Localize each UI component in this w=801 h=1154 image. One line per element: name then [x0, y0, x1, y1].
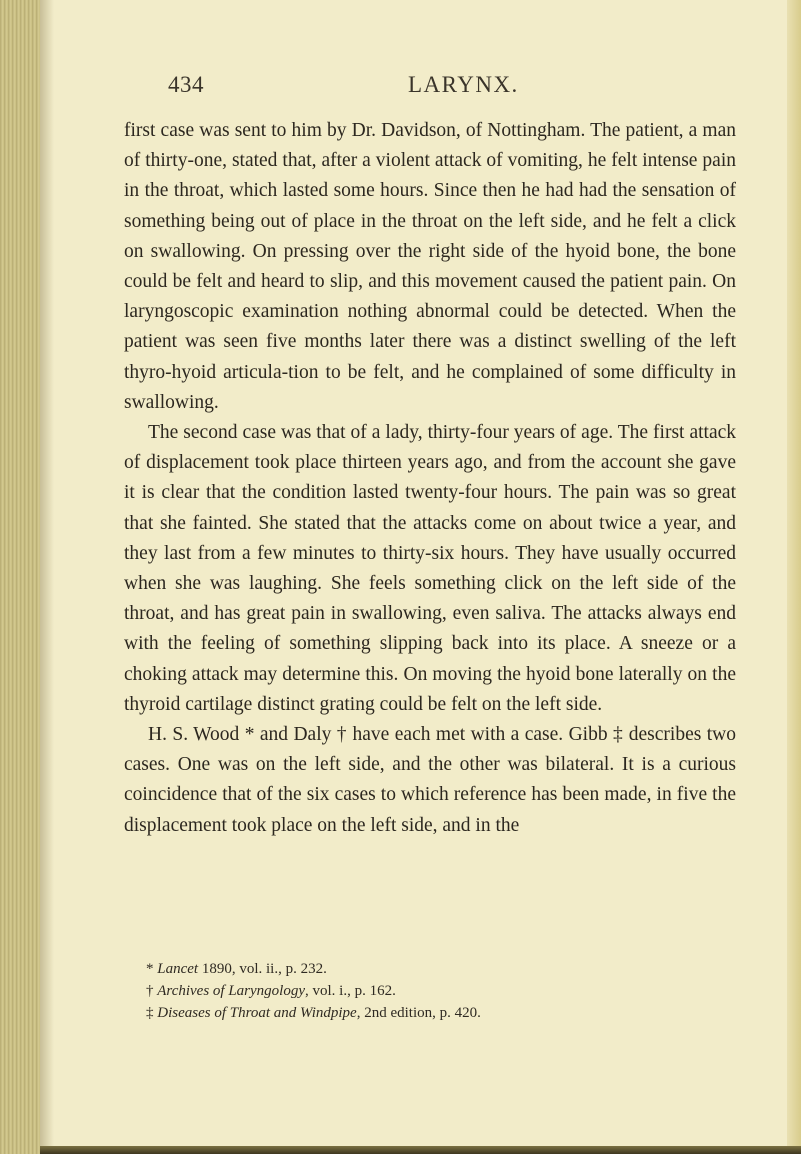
- paragraph-3: H. S. Wood * and Daly † have each met with a case. Gibb ‡ describes two cases. One was on the left side, and the other was bilateral. It is a curious coincidence that of the six cases to which reference has been made, in five the displacement took place on the left side, and in the: [124, 724, 736, 836]
- footnotes: [146, 958, 746, 1024]
- footnote-3: [146, 1002, 746, 1024]
- footnote-detail: , vol. i., p. 162.: [305, 983, 396, 999]
- footnote-1: [146, 958, 746, 980]
- body-text: [124, 116, 736, 841]
- bottom-edge: [40, 1146, 801, 1154]
- footnote-2: [146, 980, 746, 1002]
- page-number: 434: [168, 72, 204, 97]
- paragraph-2: The second case was that of a lady, thirty-four years of age. The first attack of displacement took place thirteen years ago, and from the account she gave it is clear that the condition lasted twenty-four hours. The pain was so great that she fainted. She stated that the attacks come on about twice a year, and they last from a few minutes to thirty-six hours. They have usually occurred when she was laughing. She feels something click on the left side of the throat, and has great pain in swallowing, even saliva. The attacks always end with the feeling of something slipping back into its place. A sneeze or a choking attack may determine this. On moving the hyoid bone laterally on the thyroid cartilage distinct grating could be felt on the left side.: [124, 422, 736, 715]
- footnote-mark: ‡: [146, 1005, 154, 1021]
- footnote-mark: *: [146, 961, 154, 977]
- book-binding-edge: [0, 0, 40, 1154]
- footnote-detail: 1890, vol. ii., p. 232.: [198, 961, 327, 977]
- gutter-shadow: [40, 0, 54, 1154]
- footnote-mark: †: [146, 983, 154, 999]
- footnote-work-title: Lancet: [157, 961, 199, 977]
- running-head-title: LARYNX.: [408, 72, 519, 97]
- footnote-work-title: Diseases of Throat and Windpipe: [157, 1005, 357, 1021]
- page-edge: [787, 0, 801, 1154]
- footnote-work-title: Archives of Laryngology: [157, 983, 306, 999]
- running-header: [168, 72, 588, 106]
- footnote-detail: , 2nd edition, p. 420.: [356, 1005, 481, 1021]
- paragraph-1: first case was sent to him by Dr. Davidson, of Nottingham. The patient, a man of thirty-one, stated that, after a violent attack of vomiting, he felt intense pain in the throat, which lasted some hours. Since then he had had the sensation of something being out of place in the throat on the left side, and he felt a click on swallowing. On pressing over the right side of the hyoid bone, the bone could be felt and heard to slip, and this movement caused the patient pain. On laryngoscopic examination nothing abnormal could be detected. When the patient was seen five months later there was a distinct swelling of the left thyro-hyoid articula-tion to be felt, and he complained of some difficulty in swallowing.: [124, 120, 736, 413]
